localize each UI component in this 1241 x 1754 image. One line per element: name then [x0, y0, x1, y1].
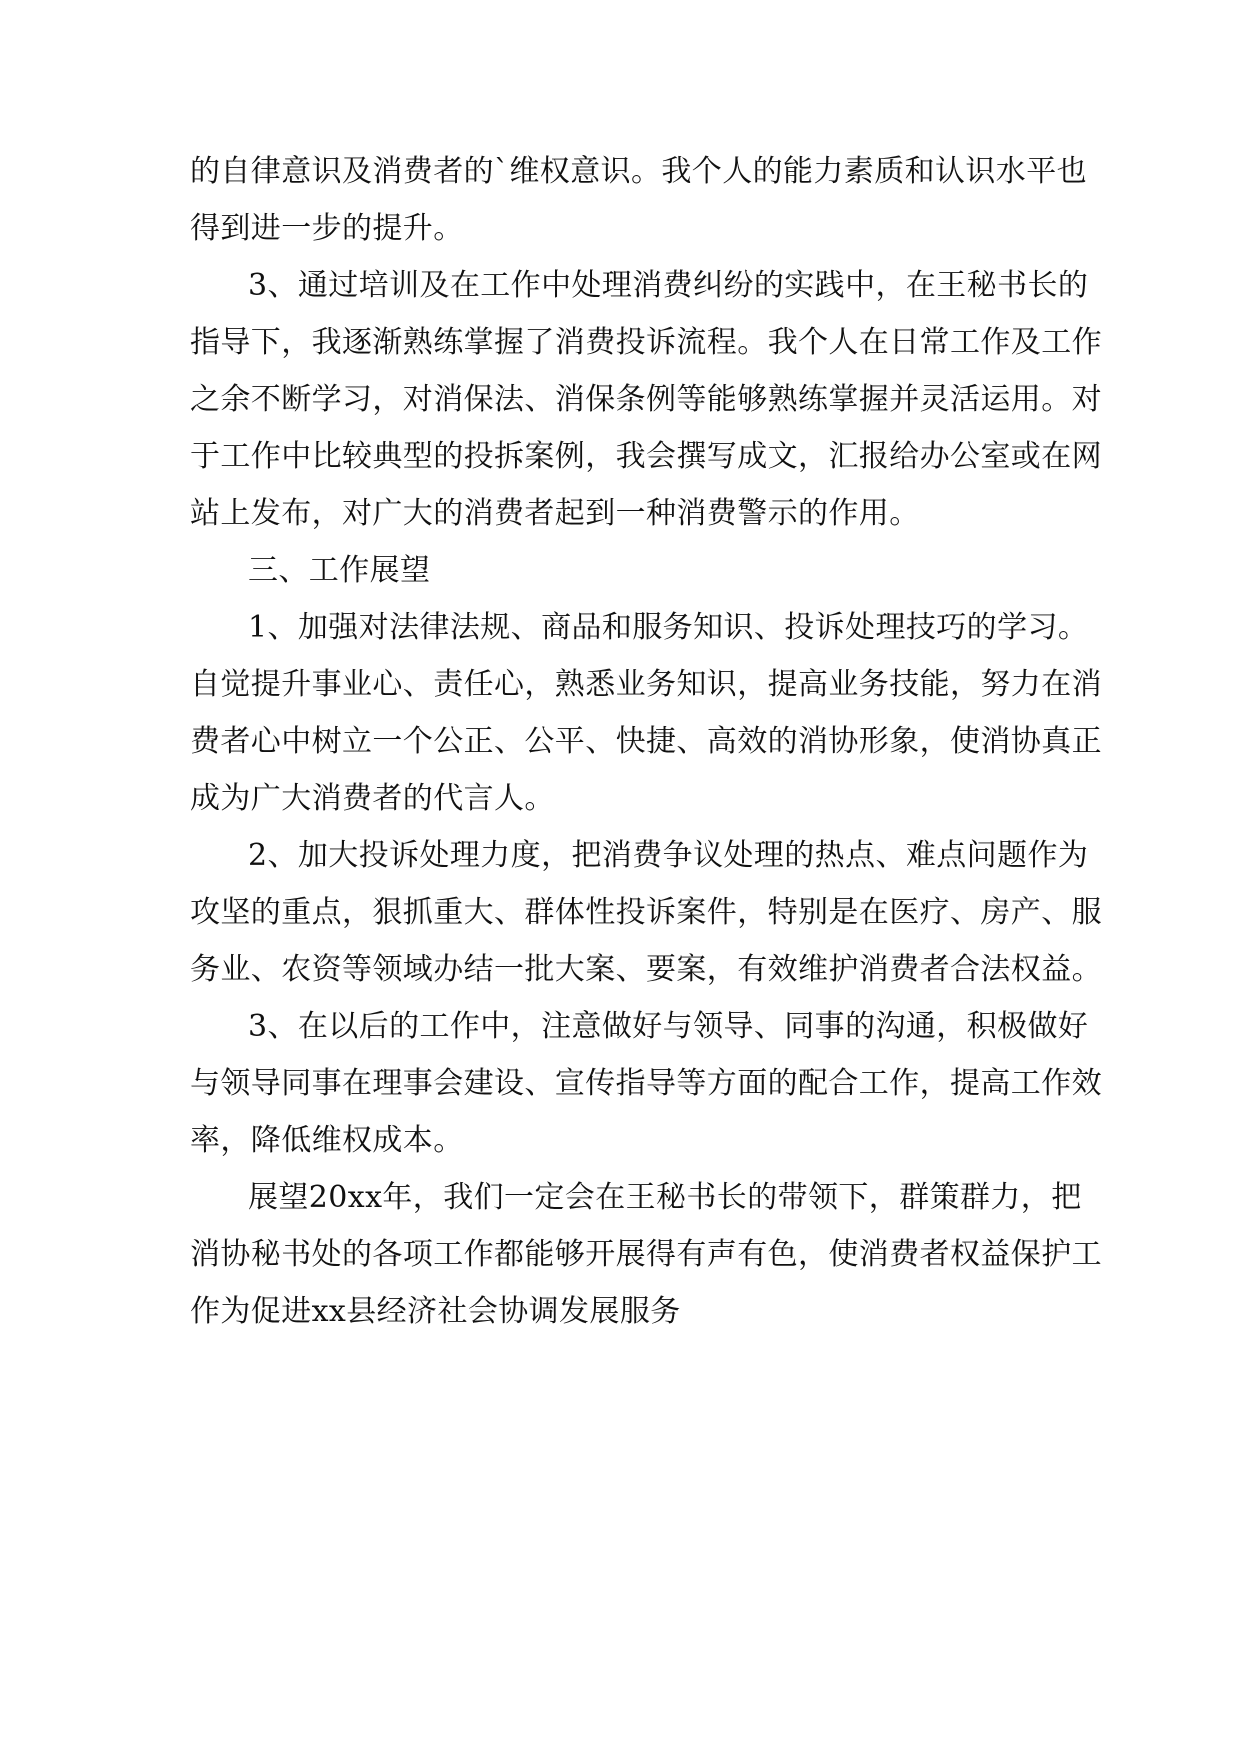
text-line: 之余不断学习，对消保法、消保条例等能够熟练掌握并灵活运用。对 — [190, 382, 1102, 417]
text-line: 得到进一步的提升。 — [190, 211, 464, 246]
text-line: 作为促进xx县经济社会协调发展服务 — [190, 1294, 681, 1329]
text-line: 成为广大消费者的代言人。 — [190, 781, 555, 816]
text-line: 率，降低维权成本。 — [190, 1123, 464, 1158]
text-line: 指导下，我逐渐熟练掌握了消费投诉流程。我个人在日常工作及工作 — [190, 325, 1102, 360]
text-line: 于工作中比较典型的投拆案例，我会撰写成文，汇报给办公室或在网 — [190, 439, 1102, 474]
text-line: 攻坚的重点，狠抓重大、群体性投诉案件，特别是在医疗、房产、服 — [190, 895, 1102, 930]
text-line: 消协秘书处的各项工作都能够开展得有声有色，使消费者权益保护工 — [190, 1237, 1102, 1272]
paragraph-start-line: 展望20xx年，我们一定会在王秘书长的带领下，群策群力，把 — [248, 1180, 1082, 1215]
paragraph-start-line: 3、通过培训及在工作中处理消费纠纷的实践中，在王秘书长的 — [248, 268, 1089, 303]
text-line: 费者心中树立一个公正、公平、快捷、高效的消协形象，使消协真正 — [190, 724, 1102, 759]
text-line: 的自律意识及消费者的`维权意识。我个人的能力素质和认识水平也 — [190, 154, 1087, 189]
text-line: 站上发布，对广大的消费者起到一种消费警示的作用。 — [190, 496, 920, 531]
document-body — [190, 153, 1102, 1350]
text-line: 与领导同事在理事会建设、宣传指导等方面的配合工作，提高工作效 — [190, 1066, 1102, 1101]
text-line: 务业、农资等领域办结一批大案、要案，有效维护消费者合法权益。 — [190, 952, 1102, 987]
paragraph-start-line: 2、加大投诉处理力度，把消费争议处理的热点、难点问题作为 — [248, 838, 1089, 873]
paragraph-start-line: 3、在以后的工作中，注意做好与领导、同事的沟通，积极做好 — [248, 1009, 1089, 1044]
section-heading: 三、工作展望 — [248, 553, 431, 588]
text-line: 自觉提升事业心、责任心，熟悉业务知识，提高业务技能，努力在消 — [190, 667, 1102, 702]
paragraph-start-line: 1、加强对法律法规、商品和服务知识、投诉处理技巧的学习。 — [248, 610, 1089, 645]
